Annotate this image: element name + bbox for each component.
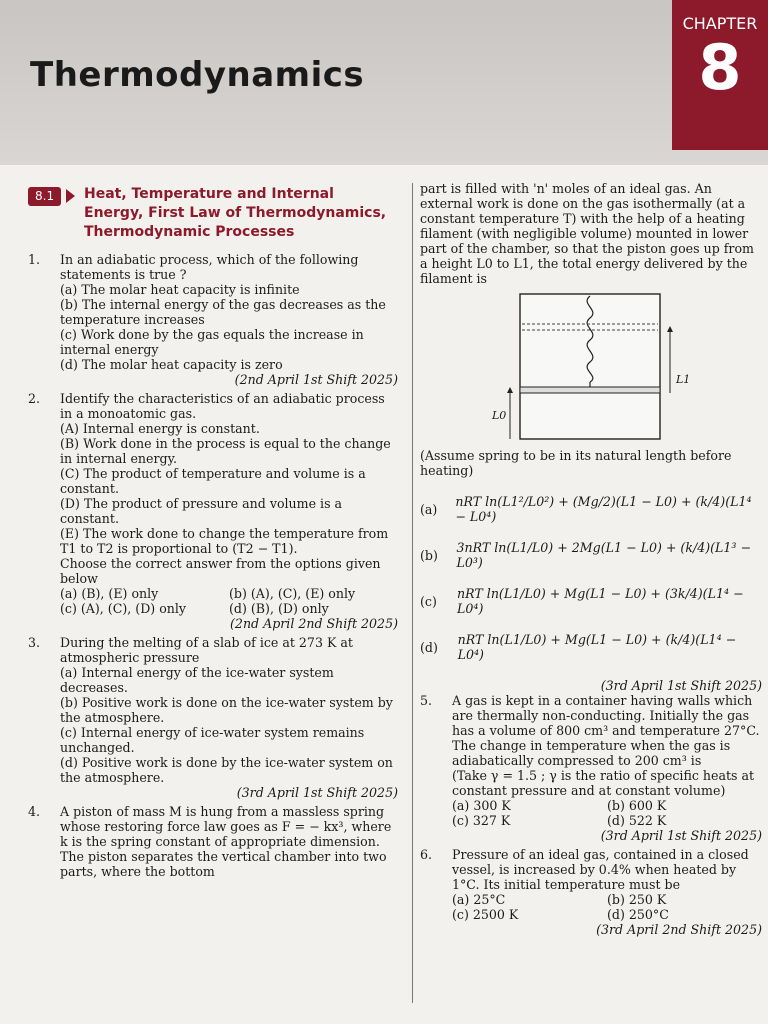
chapter-title: Thermodynamics	[30, 55, 365, 95]
option: (d) Positive work is done by the ice-water system on the atmosphere.	[60, 755, 393, 785]
question-text: Identify the characteristics of an adiabatic process in a monoatomic gas.	[60, 391, 385, 421]
option: (b) 600 K	[607, 798, 667, 813]
question-1	[28, 252, 398, 387]
options-grid	[452, 798, 762, 828]
right-column	[420, 181, 762, 941]
options-grid	[60, 586, 398, 616]
option-label: (d)	[420, 639, 438, 655]
math-options	[420, 494, 762, 662]
question-text: A gas is kept in a container having walls which are thermally non-conducting. Initially the gas has a volume of 800 cm³ and temperature 27°C. The change in temperature when the gas is adiabatically compressed to 200 cm³ is	[452, 693, 760, 768]
question-number: 2.	[28, 391, 41, 406]
question-note: (Take γ = 1.5 ; γ is the ratio of specific heats at constant pressure and at constant volume)	[452, 768, 755, 798]
question-source: (2nd April 2nd Shift 2025)	[230, 616, 398, 631]
option: (b) Positive work is done on the ice-water system by the atmosphere.	[60, 695, 393, 725]
question-source: (3rd April 1st Shift 2025)	[236, 785, 398, 800]
statement: (B) Work done in the process is equal to the change in internal energy.	[60, 436, 391, 466]
math-option	[420, 540, 762, 570]
option-label: (c)	[420, 593, 437, 609]
option: (d) 522 K	[607, 813, 667, 828]
option: (b) 250 K	[607, 892, 667, 907]
option: (c) 327 K	[452, 813, 511, 828]
left-column	[28, 185, 398, 883]
question-number: 1.	[28, 252, 41, 267]
math-option	[420, 494, 762, 524]
question-number: 6.	[420, 847, 433, 862]
piston-diagram	[490, 292, 730, 442]
question-source: (2nd April 1st Shift 2025)	[234, 372, 398, 387]
question-text: A piston of mass M is hung from a massless spring whose restoring force law goes as F = − kx³, where k is the spring constant of appropriate dimension. The piston separates the vertical chamber into two parts, where the bottom	[60, 804, 392, 879]
option: (b) (A), (C), (E) only	[229, 586, 356, 601]
option: (a) 25°C	[452, 892, 506, 907]
option: (d) (B), (D) only	[229, 601, 329, 616]
question-5	[420, 693, 762, 843]
question-2	[28, 391, 398, 631]
statement: (C) The product of temperature and volume is a constant.	[60, 466, 366, 496]
question-4-continuation: part is filled with 'n' moles of an ideal gas. An external work is done on the gas isothermally (at a constant temperature T) with the help of a heating filament (with negligible volume) mounted in lower part of the chamber, so that the piston goes up from a height L0 to L1, the total energy delivered by the filament is	[420, 181, 754, 286]
section-number: 8.1	[28, 187, 61, 206]
section-title: Heat, Temperature and Internal Energy, First Law of Thermodynamics, Thermodynamic Processes	[84, 186, 387, 240]
option: (d) The molar heat capacity is zero	[60, 357, 283, 372]
question-4	[28, 804, 398, 879]
question-number: 5.	[420, 693, 433, 708]
statement: (A) Internal energy is constant.	[60, 421, 260, 436]
question-prompt: Choose the correct answer from the options given below	[60, 556, 381, 586]
option: (a) Internal energy of the ice-water system decreases.	[60, 665, 334, 695]
option: (c) Internal energy of ice-water system remains unchanged.	[60, 725, 365, 755]
chapter-header	[0, 0, 768, 165]
question-source: (3rd April 1st Shift 2025)	[600, 828, 762, 843]
question-text: Pressure of an ideal gas, contained in a closed vessel, is increased by 0.4% when heated by 1°C. Its initial temperature must be	[452, 847, 749, 892]
statement: (D) The product of pressure and volume is a constant.	[60, 496, 343, 526]
chapter-tab	[672, 0, 768, 150]
chapter-label: CHAPTER	[682, 14, 758, 33]
option: (c) 2500 K	[452, 907, 519, 922]
page-body	[0, 165, 768, 1024]
option: (a) (B), (E) only	[60, 586, 159, 601]
option-expression: 3nRT ln(L1/L0) + 2Mg(L1 − L0) + (k/4)(L1³ − L0³)	[456, 540, 752, 570]
question-note: (Assume spring to be in its natural length before heating)	[420, 448, 732, 478]
option: (c) (A), (C), (D) only	[60, 601, 187, 616]
option: (d) 250°C	[607, 907, 669, 922]
option-expression: nRT ln(L1/L0) + Mg(L1 − L0) + (k/4)(L1⁴ − L0⁴)	[457, 632, 737, 662]
question-6	[420, 847, 762, 937]
math-option	[420, 586, 762, 616]
option-label: (a)	[420, 501, 438, 517]
option-label: (b)	[420, 547, 438, 563]
label-l1: L1	[676, 373, 691, 386]
question-source: (3rd April 2nd Shift 2025)	[596, 922, 762, 937]
piston-figure	[490, 292, 730, 442]
chapter-number: 8	[698, 31, 742, 104]
options-grid	[452, 892, 762, 922]
option-expression: nRT ln(L1²/L0²) + (Mg/2)(L1 − L0) + (k/4)(L1⁴ − L0⁴)	[455, 494, 752, 524]
question-text: In an adiabatic process, which of the following statements is true ?	[60, 252, 359, 282]
math-option	[420, 632, 762, 662]
option: (a) 300 K	[452, 798, 511, 813]
statement: (E) The work done to change the temperature from T1 to T2 is proportional to (T2 − T1).	[60, 526, 389, 556]
question-text: During the melting of a slab of ice at 273 K at atmospheric pressure	[60, 635, 353, 665]
option: (a) The molar heat capacity is infinite	[60, 282, 300, 297]
section-heading	[28, 185, 398, 242]
question-3	[28, 635, 398, 800]
option-expression: nRT ln(L1/L0) + Mg(L1 − L0) + (3k/4)(L1⁴ − L0⁴)	[457, 586, 744, 616]
column-divider	[412, 183, 413, 1003]
question-source: (3rd April 1st Shift 2025)	[600, 678, 762, 693]
section-arrow-icon	[66, 189, 75, 203]
question-number: 3.	[28, 635, 41, 650]
option: (b) The internal energy of the gas decreases as the temperature increases	[60, 297, 386, 327]
option: (c) Work done by the gas equals the increase in internal energy	[60, 327, 364, 357]
label-l0: L0	[492, 409, 507, 422]
question-number: 4.	[28, 804, 41, 819]
